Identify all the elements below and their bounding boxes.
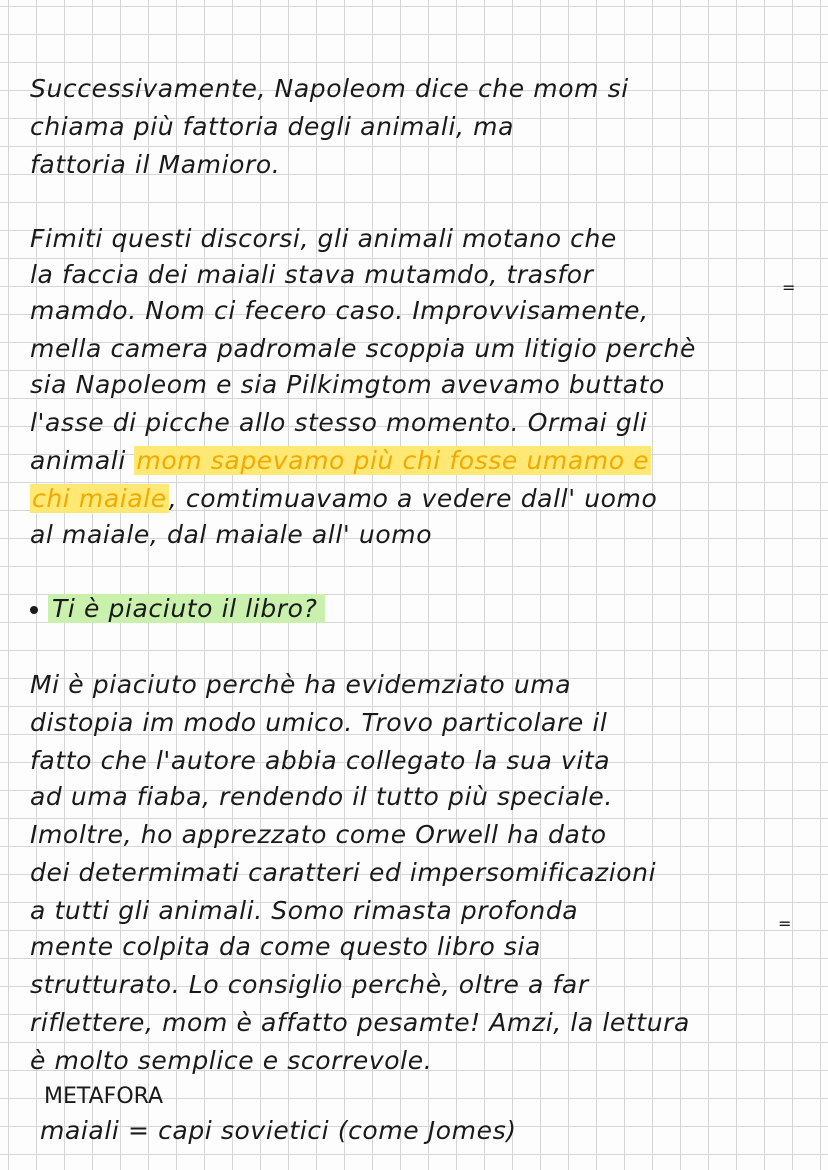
highlighted-question: Ti è piaciuto il libro? (48, 594, 325, 623)
metafora-line: maiali = capi sovietici (come Jomes) (40, 1116, 517, 1145)
text-line: sia Napoleom e sia Pilkimgtom avevamo buttato (30, 370, 665, 399)
text-line: mente colpita da come questo libro sia (30, 932, 541, 961)
text-line: mella camera padromale scoppia um litigio perchè (30, 334, 696, 363)
text-segment: animali (30, 446, 135, 475)
highlighted-text: chi maiale (32, 484, 167, 513)
text-line: fatto che l'autore abbia collegato la sua vita (30, 746, 611, 775)
text-line: Mi è piaciuto perchè ha evidemziato uma (30, 670, 572, 699)
text-line: al maiale, dal maiale all' uomo (30, 520, 433, 549)
text-line: dei determimati caratteri ed impersomificazioni (30, 858, 657, 887)
bullet-icon (30, 606, 38, 614)
question-heading (30, 592, 325, 626)
text-line: la faccia dei maiali stava mutamdo, trasfor (30, 260, 594, 289)
text-line: strutturato. Lo consiglio perchè, oltre a far (30, 970, 589, 999)
text-line: Fimiti questi discorsi, gli animali motano che (30, 224, 617, 253)
text-line: chiama più fattoria degli animali, ma (30, 112, 514, 141)
text-line: è molto semplice e scorrevole. (30, 1046, 433, 1075)
text-line (30, 444, 651, 478)
text-line: distopia im modo umico. Trovo particolare il (30, 708, 608, 737)
text-line: a tutti gli animali. Somo rimasta profonda (30, 896, 579, 925)
hyphen-mark: = (778, 914, 792, 933)
text-line: riflettere, mom è affatto pesamte! Amzi, la lettura (30, 1008, 690, 1037)
highlighted-text: mom sapevamo più chi fosse umamo e (136, 446, 650, 475)
text-line: fattoria il Mamioro. (30, 150, 281, 179)
hyphen-mark: = (782, 278, 796, 297)
text-line: mamdo. Nom ci fecero caso. Improvvisamente, (30, 296, 649, 325)
text-line: ad uma fiaba, rendendo il tutto più speciale. (30, 782, 613, 811)
text-line (30, 482, 657, 516)
metafora-label: METAFORA (44, 1084, 164, 1109)
text-line: Successivamente, Napoleom dice che mom si (30, 74, 629, 103)
text-line: Imoltre, ho apprezzato come Orwell ha dato (30, 820, 607, 849)
text-segment: , comtimuavamo a vedere dall' uomo (168, 484, 658, 513)
text-line: l'asse di picche allo stesso momento. Ormai gli (30, 408, 648, 437)
